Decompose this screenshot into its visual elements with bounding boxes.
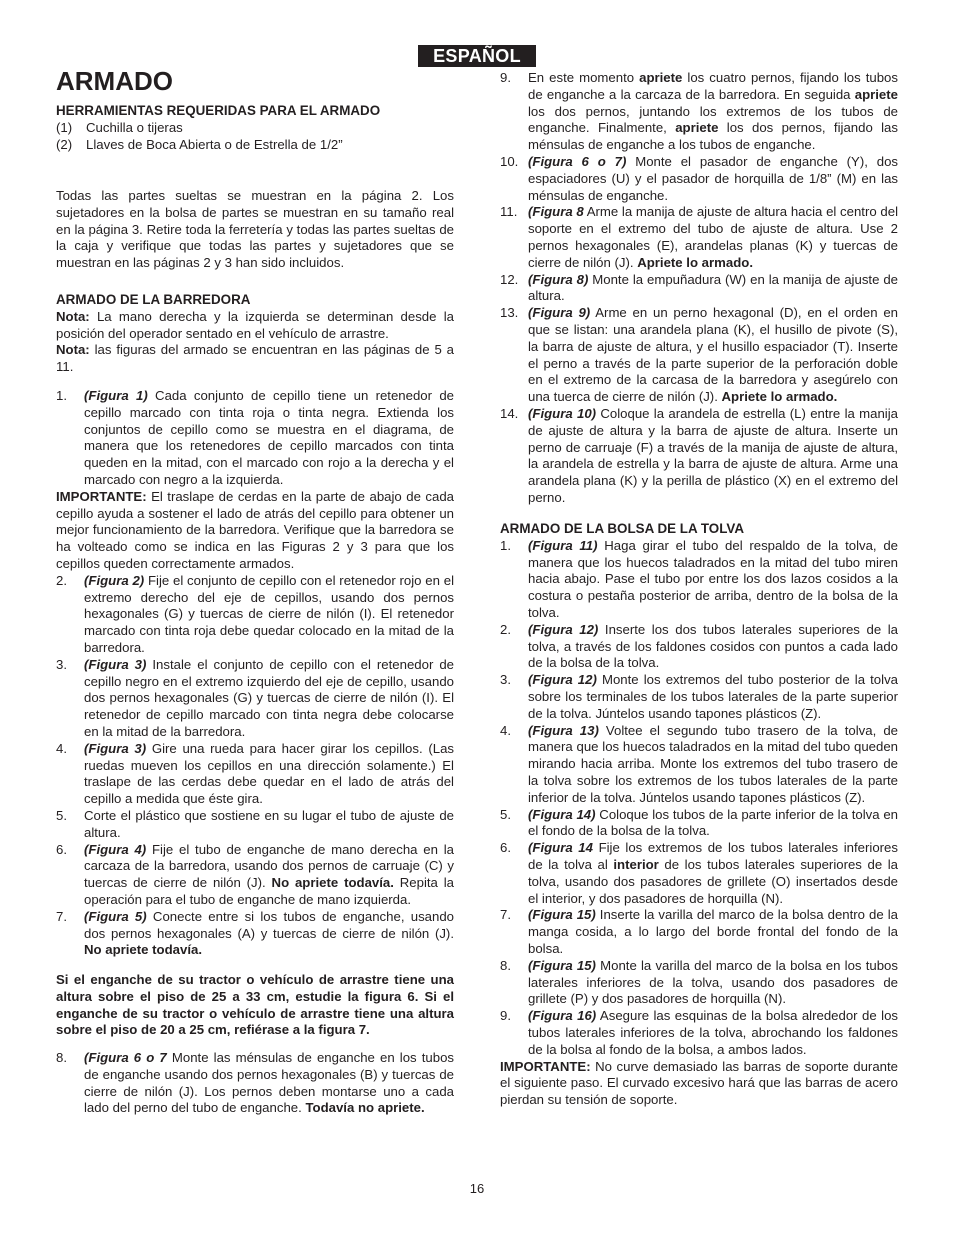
page-number: 16 — [469, 1181, 485, 1196]
step-11: 11. (Figura 8 Arme la manija de ajuste de altura hacia el centro del soporte en el extremo del tubo de ajuste de altura. Use 2 pernos hexagonales (E), arandelas planas (K) y tuercas de cierre de nilón (J). Apriete lo armado. — [500, 204, 898, 270]
tool-number: (1) — [56, 119, 73, 135]
step-4: 4. (Figura 3) Gire una rueda para hacer girar los cepillos. (Las ruedas mueven los cepillos en una dirección solamente.) El traslape de las cerdas debe quedar en el lado de atrás del cepillo a medida que éste gira. — [56, 740, 455, 807]
hitch-height-note: Si el enganche de su tractor o vehículo de arrastre tiene una altura sobre el piso de 25 a 33 cm, estudie la figura 6. Si el enganche de su tractor o vehículo de arrastre tiene una altura sobre el piso de 20 a 25 cm, refiérase a la figura 7. — [56, 972, 454, 1038]
step-13: 13. (Figura 9) Arme en un perno hexagonal (D), en el orden en que se listan: una arandela plana (K), el husillo de pivote (S), la barra de ajuste de altura, y el husillo espaciador (T). Inserte el perno a través de la parte superior de la perforación doble en el extremo de la carcasa de la barredora y asegúrelo con una tuerca de cierre de nilón (J). Apriete lo armado. — [500, 305, 899, 405]
tool-text: Llaves de Boca Abierta o de Estrella de 1/2” — [86, 136, 343, 152]
hopper-step-7: 7. (Figura 15) Inserte la varilla del marco de la bolsa dentro de la manga cosida, a lo largo del borde frontal del fondo de la bolsa. — [500, 907, 898, 956]
hopper-heading: ARMADO DE LA BOLSA DE LA TOLVA — [500, 521, 744, 536]
hopper-step-5: 5. (Figura 14) Coloque los tubos de la parte inferior de la tolva en el fondo de la bolsa de la tolva. — [500, 806, 898, 839]
tool-item — [56, 137, 454, 154]
page-title: ARMADO — [56, 66, 173, 96]
step-5: 5. Corte el plástico que sostiene en su lugar el tubo de ajuste de altura. — [56, 807, 454, 840]
step-12: 12. (Figura 8) Monte la empuñadura (W) en la manija de ajuste de altura. — [500, 271, 899, 304]
language-tab: ESPAÑOL — [418, 45, 536, 67]
step-8: 8. (Figura 6 o 7 Monte las ménsulas de enganche en los tubos de enganche usando dos pernos hexagonales (B) y tuercas de cierre de nilón (J). Los pernos deben montarse uno a cada lado del perno del tubo de enganche. Todavía no apriete. — [56, 1050, 455, 1116]
tool-text: Cuchilla o tijeras — [86, 119, 183, 135]
step-10: 10. (Figura 6 o 7) Monte el pasador de enganche (Y), dos espaciadores (U) y el pasador de horquilla de 1/8” (M) en las ménsulas de enganche. — [500, 153, 898, 203]
step-3: 3. (Figura 3) Instale el conjunto de cepillo con el retenedor de cepillo negro en el extremo izquierdo del eje de cepillo, usando dos pernos hexagonales (G) y tuercas de cierre de nilón (I). El retenedor de cepillo marcado con tinta negra debe colocarse en la mitad de la barredora. — [56, 656, 454, 739]
note-2: Nota: las figuras del armado se encuentran en las páginas de 5 a 11. — [56, 342, 454, 375]
tools-heading: HERRAMIENTAS REQUERIDAS PARA EL ARMADO — [56, 103, 381, 118]
step-9: 9. En este momento apriete los cuatro pernos, fijando los tubos de enganche a la carcaza de la barredora. En seguida apriete los dos pernos, juntando los extremos de los tubos de enganche. Finalmente, apriete los dos pernos, fijando las ménsulas de enganche a los tubos de enganche. — [500, 70, 898, 153]
hopper-step-6: 6. (Figura 14 Fije los extremos de los tubos laterales inferiores de la tolva al interior de los tubos laterales superiores de la tolva, usando dos pasadores de grillete (O) insertados desde el interior, y dos pasadores de horquilla (N). — [500, 840, 898, 906]
hopper-important-note: IMPORTANTE: No curve demasiado las barras de soporte durante el siguiente paso. El curvado excesivo hará que las barras de acero pierdan su tensión de soporte. — [500, 1058, 898, 1108]
step-7: 7. (Figura 5) Conecte entre si los tubos de enganche, usando dos pernos hexagonales (A) y tuercas de cierre de nilón (J). No apriete todavía. — [56, 908, 454, 958]
hopper-step-4: 4. (Figura 13) Voltee el segundo tubo trasero de la tolva, de manera que los huecos taladrados en la mitad del tubo queden mirando hacia arriba. Monte los extremos del tubo trasero de la tolva sobre los extremos de los tubos laterales de la parte inferior de la tolva. Júntelos usando tapones plásticos (Z). — [500, 722, 898, 805]
important-note: IMPORTANTE: El traslape de cerdas en la parte de abajo de cada cepillo ayuda a sostener el lado de atrás del cepillo para obtener un mejor funcionamiento de la barredora. Verifique que la barredora se ha volteado como se indica en las Figuras 2 y 3 para que los cepillos queden correctamente armados. — [56, 488, 454, 571]
sweeper-heading: ARMADO DE LA BARREDORA — [56, 292, 251, 307]
step-2: 2. (Figura 2) Fije el conjunto de cepillo con el retenedor rojo en el extremo derecho del eje de cepillos, usando dos pernos hexagonales (G) y tuercas de cierre de nilón (I). El retenedor marcado con tinta roja debe quedar colocado en la mitad de la barredora. — [56, 572, 454, 655]
hopper-step-9: 9. (Figura 16) Asegure las esquinas de la bolsa alrededor de los tubos laterales inferiores de la tolva, abrochando los faldones de la bolsa al fondo de la bolsa, a ambos lados. — [500, 1008, 898, 1057]
note-1: Nota: La mano derecha y la izquierda se determinan desde la posición del operador sentado en el vehículo de arrastre. — [56, 308, 454, 341]
hopper-step-1: 1. (Figura 11) Haga girar el tubo del respaldo de la tolva, de manera que los huecos taladrados en la mitad del tubo miren hacia abajo. Pase el tubo por entre los dos lazos cosidos a la costura o pestaña posterior de arriba, dentro de la bolsa de la tolva. — [500, 537, 898, 620]
hopper-step-2: 2. (Figura 12) Inserte los dos tubos laterales superiores de la tolva, a través de los faldones cosidos con puntos a cada lado de la bolsa de la tolva. — [500, 621, 898, 671]
step-1: 1. (Figura 1) Cada conjunto de cepillo tiene un retenedor de cepillo marcado con tinta roja o tinta negra. Extienda los conjuntos de cepillo como se muestra en el diagrama, de manera que los retenedores de cepillo marcados con tinta queden en la mitad, con el marcado con rojo a la derecha y el marcado con negro a la izquierda. — [56, 388, 455, 487]
hopper-step-3: 3. (Figura 12) Monte los extremos del tubo posterior de la tolva sobre los terminales de los tubos laterales de la parte superior de la tolva. Júntelos usando tapones plásticos (Z). — [500, 672, 899, 721]
step-6: 6. (Figura 4) Fije el tubo de enganche de mano derecha en la carcaza de la barredora, usando dos pernos de carruaje (C) y tuercas de cierre de nilón (J). No apriete todavía. Repita la operación para el tubo de enganche de mano izquierda. — [56, 841, 455, 907]
hopper-step-8: 8. (Figura 15) Monte la varilla del marco de la bolsa en los tubos laterales inferiores de la tolva, usando dos pasadores de grillete (P) y dos pasadores de horquilla (N). — [500, 957, 898, 1007]
tool-number: (2) — [56, 136, 73, 152]
intro-paragraph: Todas las partes sueltas se muestran en la página 2. Los sujetadores en la bolsa de partes se muestran en su tamaño real en la página 3. Retire toda la ferretería y todas las partes sueltas de la caja y verifique que todas las partes y sujetadores que se muestran en las páginas 2 y 3 han sido incluidos. — [56, 188, 454, 271]
tool-item — [56, 120, 454, 137]
step-14: 14. (Figura 10) Coloque la arandela de estrella (L) entre la manija de ajuste de altura y la barra de ajuste de altura. Inserte un perno de carruaje (F) a través de la manija de ajuste de altura, la arandela de estrella y la barra de ajuste de altura. Arme una arandela plana (K) y la perilla de plástico (X) en el extremo del perno. — [500, 405, 898, 505]
